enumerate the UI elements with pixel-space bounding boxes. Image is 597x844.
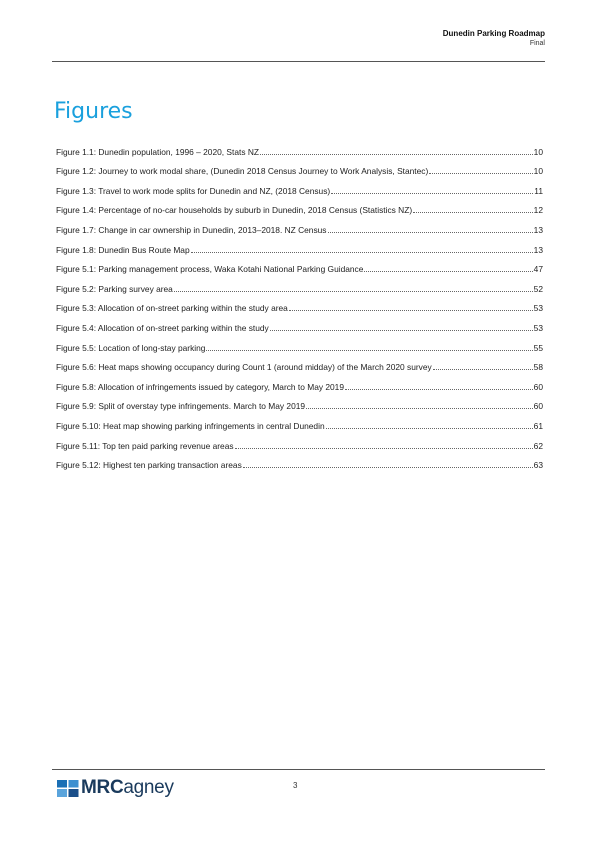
figure-page-number: 62	[533, 440, 543, 451]
document-status: Final	[529, 40, 545, 47]
figure-page-number: 53	[533, 303, 543, 314]
figure-entry[interactable]	[56, 353, 543, 373]
dot-leader	[328, 232, 533, 233]
figure-caption: Figure 5.4: Allocation of on-street parking within the study	[56, 322, 269, 333]
figure-entry[interactable]	[56, 333, 543, 353]
figure-caption: Figure 1.2: Journey to work modal share, (Dunedin 2018 Census Journey to Work Analysis, Stantec)	[56, 166, 429, 177]
figure-entry[interactable]	[56, 255, 543, 275]
figure-page-number: 47	[533, 264, 543, 275]
figure-caption: Figure 5.10: Heat map showing parking infringements in central Dunedin	[56, 420, 325, 431]
figure-page-number: 60	[533, 381, 543, 392]
figure-caption: Figure 1.8: Dunedin Bus Route Map	[56, 244, 190, 255]
dot-leader	[243, 467, 533, 468]
figure-entry[interactable]	[56, 392, 543, 412]
figure-entry[interactable]	[56, 274, 543, 294]
figure-caption: Figure 5.1: Parking management process, Waka Kotahi National Parking Guidance	[56, 264, 364, 275]
figure-page-number: 52	[533, 283, 543, 294]
document-title: Dunedin Parking Roadmap	[442, 29, 545, 38]
figure-caption: Figure 1.3: Travel to work mode splits for Dunedin and NZ, (2018 Census)	[56, 185, 331, 196]
dot-leader	[206, 350, 532, 351]
page-header	[443, 28, 545, 49]
company-logo	[57, 777, 174, 799]
figure-page-number: 60	[533, 401, 543, 412]
dot-leader	[270, 330, 533, 331]
figure-entry[interactable]	[56, 196, 543, 216]
dot-leader	[306, 408, 533, 409]
figure-entry[interactable]	[56, 176, 543, 196]
dot-leader	[191, 252, 533, 253]
figure-caption: Figure 1.7: Change in car ownership in Dunedin, 2013–2018. NZ Census	[56, 224, 327, 235]
footer-divider	[52, 769, 545, 770]
list-of-figures	[56, 137, 543, 470]
figure-page-number: 61	[533, 420, 543, 431]
dot-leader	[364, 271, 532, 272]
figure-caption: Figure 1.4: Percentage of no-car households by suburb in Dunedin, 2018 Census (Statistics NZ)	[56, 205, 413, 216]
figure-caption: Figure 5.3: Allocation of on-street parking within the study area	[56, 303, 288, 314]
figure-page-number: 55	[533, 342, 543, 353]
figure-entry[interactable]	[56, 372, 543, 392]
dot-leader	[326, 428, 533, 429]
figure-entry[interactable]	[56, 137, 543, 157]
figure-caption: Figure 5.5: Location of long-stay parking	[56, 342, 206, 353]
figure-entry[interactable]	[56, 451, 543, 471]
logo-wordmark-bold: MRC	[81, 777, 124, 798]
dot-leader	[331, 193, 533, 194]
dot-leader	[260, 154, 533, 155]
figure-page-number: 11	[534, 185, 543, 196]
figure-caption: Figure 5.6: Heat maps showing occupancy during Count 1 (around midday) of the March 2020 survey	[56, 362, 432, 373]
header-divider	[52, 61, 545, 62]
figure-page-number: 53	[533, 322, 543, 333]
figure-page-number: 13	[533, 244, 543, 255]
figure-entry[interactable]	[56, 313, 543, 333]
figure-page-number: 12	[533, 205, 543, 216]
section-title: Figures	[54, 98, 133, 124]
logo-wordmark	[81, 777, 174, 799]
figure-caption: Figure 5.11: Top ten paid parking revenue areas	[56, 440, 234, 451]
dot-leader	[345, 389, 533, 390]
page-number: 3	[293, 781, 298, 790]
dot-leader	[433, 369, 533, 370]
figure-page-number: 13	[533, 224, 543, 235]
figure-caption: Figure 1.1: Dunedin population, 1996 – 2020, Stats NZ	[56, 146, 259, 157]
figure-page-number: 10	[533, 146, 543, 157]
dot-leader	[235, 448, 533, 449]
mrcagney-logo-mark-icon	[57, 780, 79, 797]
figure-page-number: 58	[533, 362, 543, 373]
figure-entry[interactable]	[56, 215, 543, 235]
dot-leader	[289, 310, 533, 311]
figure-caption: Figure 5.12: Highest ten parking transaction areas	[56, 460, 242, 471]
figure-caption: Figure 5.9: Split of overstay type infringements. March to May 2019	[56, 401, 306, 412]
dot-leader	[429, 173, 532, 174]
figure-page-number: 10	[533, 166, 543, 177]
figure-entry[interactable]	[56, 411, 543, 431]
figure-entry[interactable]	[56, 431, 543, 451]
figure-caption: Figure 5.8: Allocation of infringements issued by category, March to May 2019	[56, 381, 344, 392]
logo-wordmark-regular: agney	[123, 777, 174, 798]
figure-entry[interactable]	[56, 235, 543, 255]
figure-caption: Figure 5.2: Parking survey area	[56, 283, 173, 294]
figure-page-number: 63	[533, 460, 543, 471]
figure-entry[interactable]	[56, 157, 543, 177]
dot-leader	[174, 291, 533, 292]
figure-entry[interactable]	[56, 294, 543, 314]
dot-leader	[413, 212, 533, 213]
